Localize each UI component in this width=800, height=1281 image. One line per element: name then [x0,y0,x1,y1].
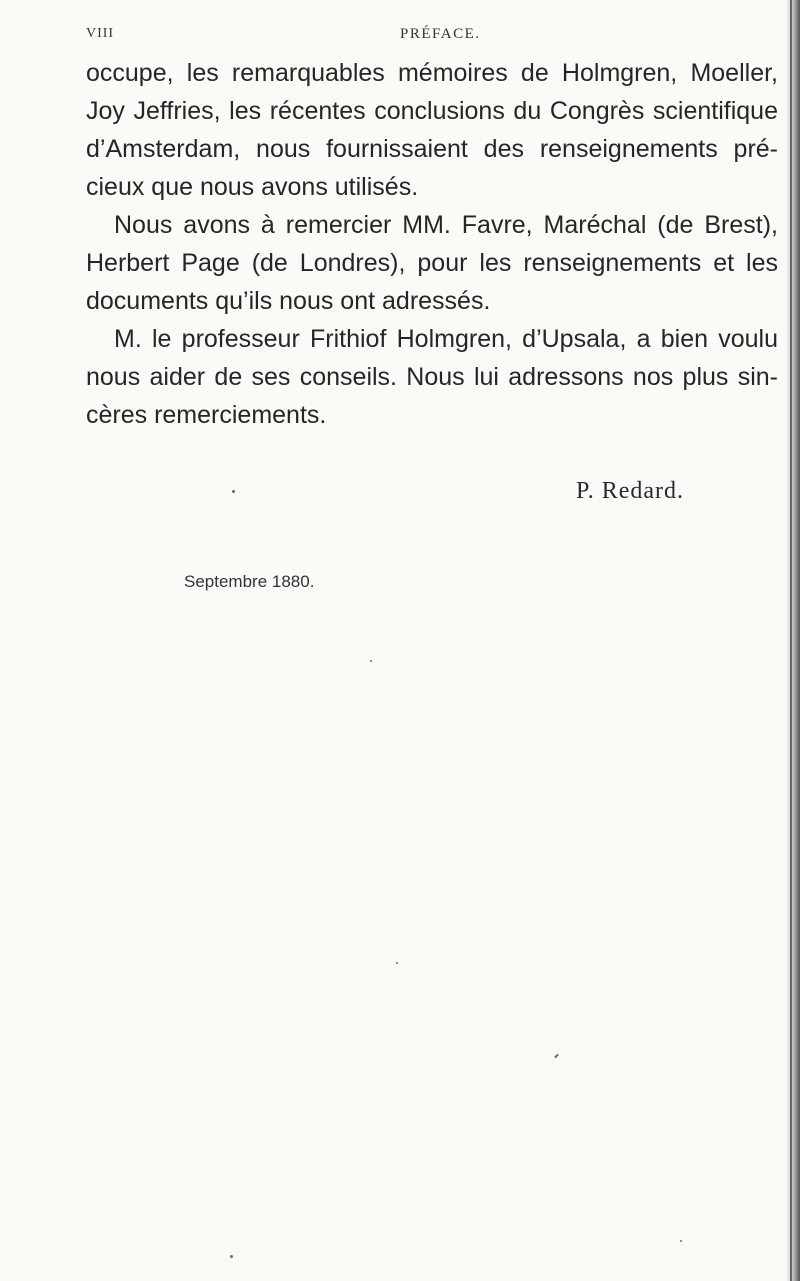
preface-date: Septembre 1880. [184,572,315,591]
page-edge-shadow [786,0,800,1281]
text-line: cieux que nous avons utilisés. [86,173,419,201]
scan-speck [370,660,372,662]
text-line: d’Amsterdam, nous fournissaient des renseignements pré- [86,135,778,163]
text-line: Herbert Page (de Londres), pour les renseignements et les [86,249,778,277]
text-line: Joy Jeffries, les récentes conclusions du Congrès scientifique [86,97,778,125]
scan-speck [396,962,398,964]
page-number: VIII [86,26,115,41]
text-line: nous aider de ses conseils. Nous lui adressons nos plus sin- [86,363,778,391]
text-line: documents qu’ils nous ont adressés. [86,287,491,315]
scan-speck [680,1240,682,1242]
text-line: cères remerciements. [86,401,327,429]
text-line: occupe, les remarquables mémoires de Holmgren, Moeller, [86,59,778,87]
scan-speck [554,1054,559,1059]
running-title: PRÉFACE. [400,26,481,42]
body-text [86,54,778,434]
page-header [86,26,776,50]
text-line: Nous avons à remercier MM. Favre, Maréchal (de Brest), [114,211,778,239]
text-line: M. le professeur Frithiof Holmgren, d’Upsala, a bien voulu [114,325,778,353]
author-signature: P. Redard. [576,478,684,504]
page-edge-line [790,0,792,1281]
scan-speck [230,1255,233,1258]
scan-speck [232,490,235,493]
